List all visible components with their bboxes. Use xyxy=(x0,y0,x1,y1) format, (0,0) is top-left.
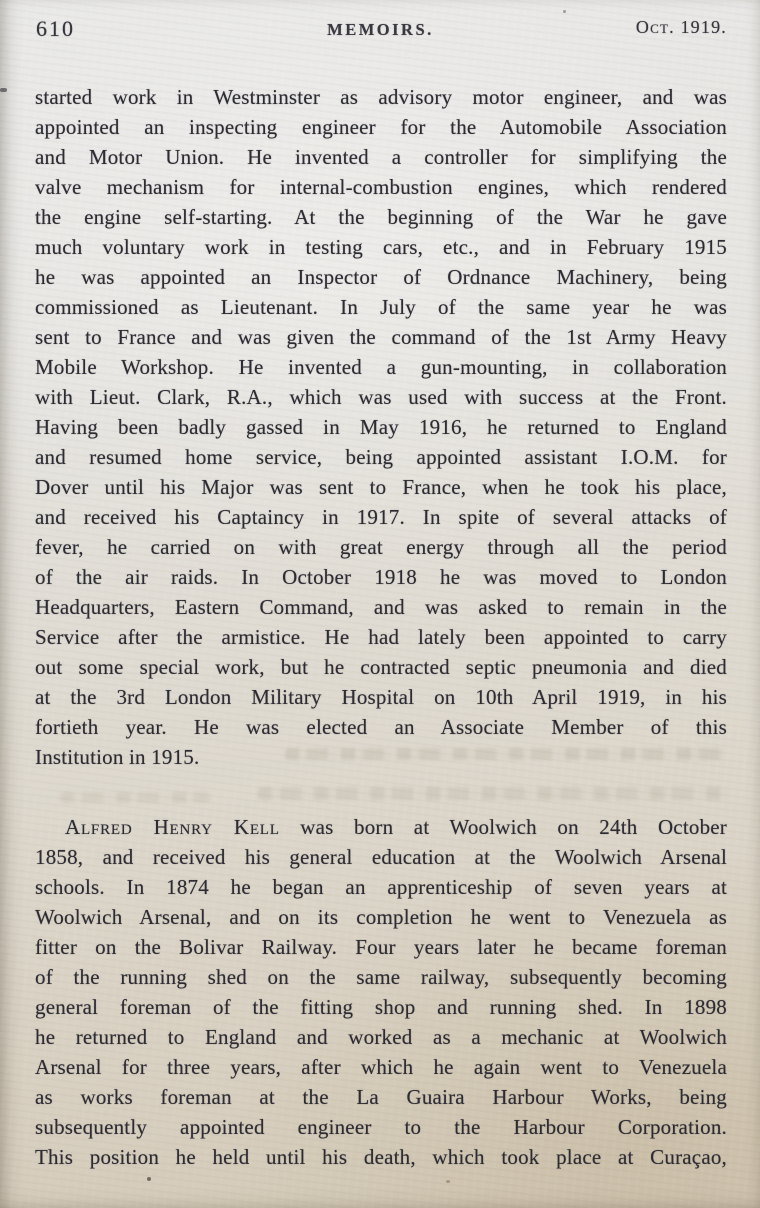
text-line: started work in Westminster as advisory motor engineer, and was xyxy=(35,85,727,109)
page-body xyxy=(35,82,727,1172)
text-line: Dover until his Major was sent to France, when he took his place, xyxy=(35,475,727,499)
text-line: fever, he carried on with great energy through all the period xyxy=(35,535,727,559)
text-line: of the air raids. In October 1918 he was moved to London xyxy=(35,565,727,589)
text-line: he was appointed an Inspector of Ordnance Machinery, being xyxy=(35,265,727,289)
text-line: Arsenal for three years, after which he again went to Venezuela xyxy=(35,1055,727,1079)
paragraph-first-line xyxy=(35,812,727,842)
text-line: Headquarters, Eastern Command, and was asked to remain in the xyxy=(35,595,727,619)
text-line: and Motor Union. He invented a controller for simplifying the xyxy=(35,145,727,169)
text-line: This position he held until his death, which took place at Curaçao, xyxy=(35,1145,727,1169)
text-line: general foreman of the fitting shop and running shed. In 1898 xyxy=(35,995,727,1019)
justified-lines xyxy=(35,842,727,1172)
person-name: Alfred Henry Kell xyxy=(65,815,280,839)
text-line: Service after the armistice. He had lately been appointed to carry xyxy=(35,625,727,649)
running-title: MEMOIRS. xyxy=(327,20,434,39)
ink-speck xyxy=(147,1177,151,1181)
text-line: fortieth year. He was elected an Associate Member of this xyxy=(35,715,727,739)
text-line: the engine self-starting. At the beginning of the War he gave xyxy=(35,205,727,229)
text-line: and resumed home service, being appointed assistant I.O.M. for xyxy=(35,445,727,469)
text-line: fitter on the Bolivar Railway. Four years later he became foreman xyxy=(35,935,727,959)
text-line: Having been badly gassed in May 1916, he returned to England xyxy=(35,415,727,439)
text-line: as works foreman at the La Guaira Harbour Works, being xyxy=(35,1085,727,1109)
text-line: out some special work, but he contracted septic pneumonia and died xyxy=(35,655,727,679)
text-line: and received his Captaincy in 1917. In spite of several attacks of xyxy=(35,505,727,529)
issue-date: Oct. 1919. xyxy=(635,17,727,37)
text-line: commissioned as Lieutenant. In July of the same year he was xyxy=(35,295,727,319)
text-line: Woolwich Arsenal, and on its completion he went to Venezuela as xyxy=(35,905,727,929)
text-line: appointed an inspecting engineer for the Automobile Association xyxy=(35,115,727,139)
page-number: 610 xyxy=(36,16,75,41)
paragraph-last-line: Institution in 1915. xyxy=(35,745,200,769)
text-line: much voluntary work in testing cars, etc., and in February 1915 xyxy=(35,235,727,259)
obituary-paragraph-kell xyxy=(35,812,727,1172)
justified-lines xyxy=(35,82,727,742)
text-line: Mobile Workshop. He invented a gun-mounting, in collaboration xyxy=(35,355,727,379)
text-line: 1858, and received his general education at the Woolwich Arsenal xyxy=(35,845,727,869)
scan-edge-mark xyxy=(0,88,7,92)
text-line: valve mechanism for internal-combustion engines, which rendered xyxy=(35,175,727,199)
text-line: sent to France and was given the command of the 1st Army Heavy xyxy=(35,325,727,349)
text-line: with Lieut. Clark, R.A., which was used with success at the Front. xyxy=(35,385,727,409)
ink-speck xyxy=(446,1180,450,1183)
text-line: at the 3rd London Military Hospital on 10th April 1919, in his xyxy=(35,685,727,709)
first-line-text: was born at Woolwich on 24th October xyxy=(300,815,727,839)
obituary-paragraph-continued xyxy=(35,82,727,772)
text-line: schools. In 1874 he began an apprenticeship of seven years at xyxy=(35,875,727,899)
text-line: he returned to England and worked as a mechanic at Woolwich xyxy=(35,1025,727,1049)
page-header xyxy=(36,13,727,43)
text-line: subsequently appointed engineer to the Harbour Corporation. xyxy=(35,1115,727,1139)
text-line: of the running shed on the same railway, subsequently becoming xyxy=(35,965,727,989)
